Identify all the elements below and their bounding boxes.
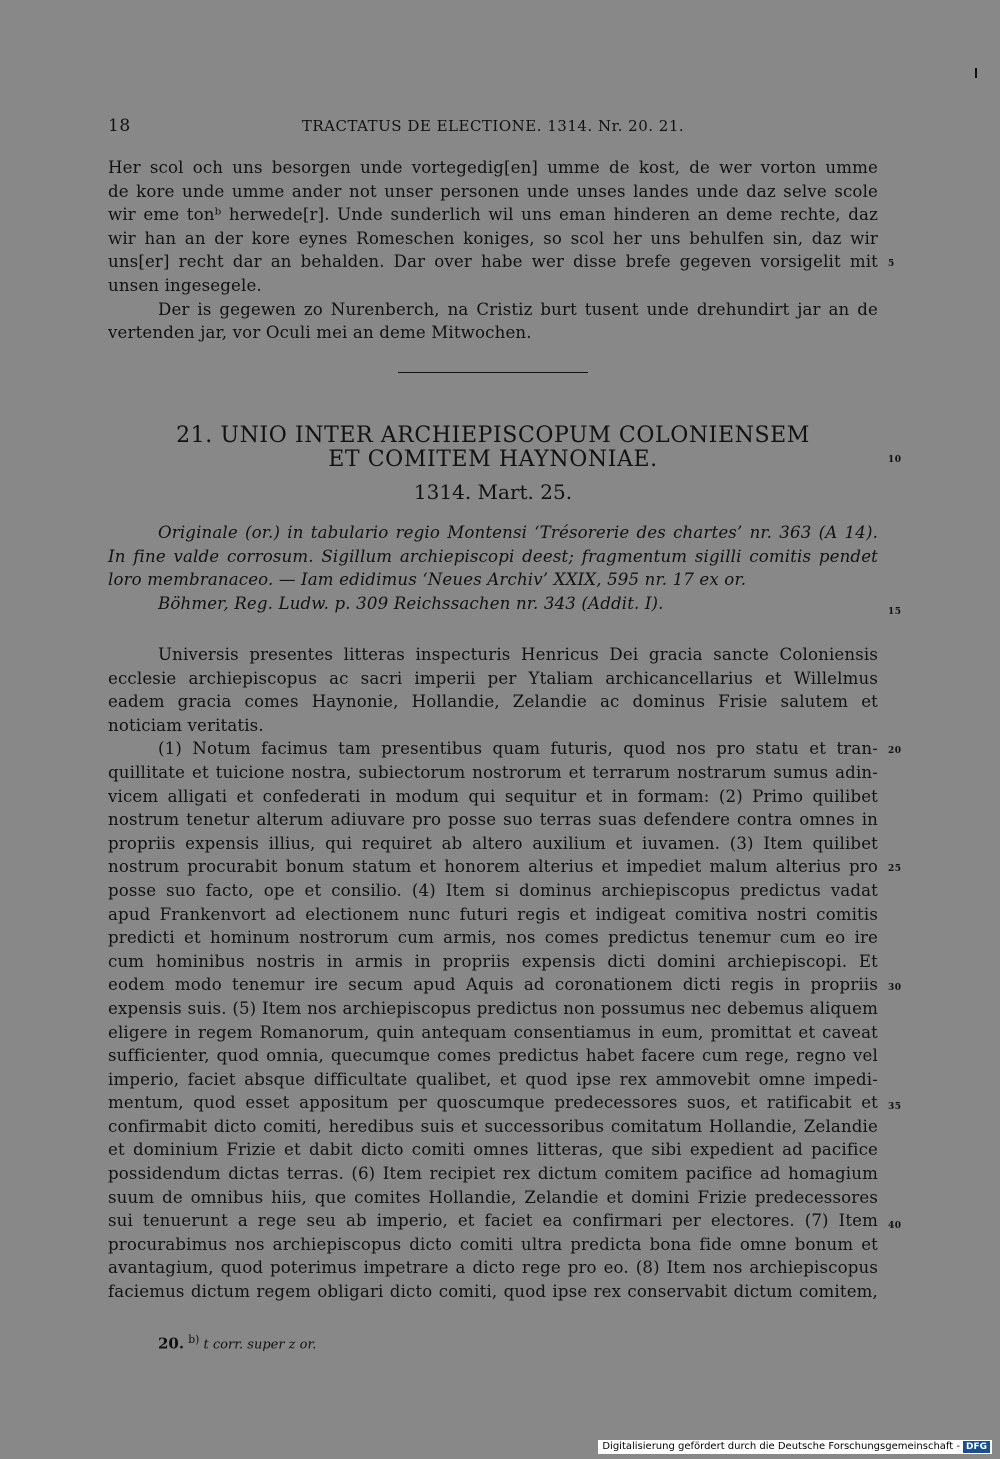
source-line: Böhmer, Reg. Ludw. p. 309 Reichssachen nr. 343 (Addit. I). — [158, 593, 664, 613]
footnote — [158, 1333, 316, 1352]
text-line: unsen ingesegele. — [108, 275, 262, 295]
doc20-text — [108, 156, 878, 345]
text-line: imperio, faciet absque difficultate qualibet, et quod ipse rex ammovebit omne impedi- — [108, 1069, 878, 1089]
footnote-doc-number: 20. — [158, 1334, 185, 1353]
digitization-credit — [598, 1440, 992, 1454]
line-number-30: 30 — [888, 983, 902, 993]
text-line: sui tenuerunt a rege seu ab imperio, et faciet ea confirmari per electores. (7) Item — [108, 1211, 878, 1231]
line-number-35: 35 — [888, 1102, 902, 1112]
line-number-5: 5 — [888, 259, 895, 269]
text-line: propriis expensis illius, qui requiret ab altero auxilium et iuvamen. (3) Item quilibet — [108, 833, 878, 853]
text-line: expensis suis. (5) Item nos archiepiscopus predictus non possumus nec debemus aliquem — [108, 998, 878, 1018]
document-date: 1314. Mart. 25. — [413, 480, 573, 504]
text-line: predicti et hominum nostrorum cum armis, nos comes predictus tenemur cum eo ire — [108, 928, 878, 948]
text-line: wir han an der kore eynes Romeschen koniges, so scol her uns behulfen sin, daz wir — [108, 228, 878, 248]
document-title-continued: ET COMITEM HAYNONIAE. — [328, 447, 658, 472]
source-line: In fine valde corrosum. Sigillum archiepiscopi deest; fragmentum sigilli comitis pendet — [108, 546, 878, 566]
line-number-20: 20 — [888, 746, 902, 756]
line-number-10: 10 — [888, 455, 902, 465]
source-description — [108, 521, 878, 615]
page-number: 18 — [108, 116, 131, 136]
text-line: uns[er] recht dar an behalden. Dar over habe wer disse brefe gegeven vorsigelit mit — [108, 252, 878, 272]
text-line: eadem gracia comes Haynonie, Hollandie, Zelandie ac dominus Frisie salutem et — [108, 692, 878, 712]
text-line: suum de omnibus hiis, que comites Hollandie, Zelandie et domini Frizie predecessores — [108, 1187, 878, 1207]
line-number-40: 40 — [888, 1221, 902, 1231]
text-line: confirmabit dicto comiti, heredibus suis et successoribus comitatum Hollandie, Zelandie — [108, 1116, 878, 1136]
footnote-marker: b) — [188, 1333, 200, 1346]
text-line: cum hominibus nostris in armis in propriis expensis dicti domini archiepiscopi. Et — [108, 951, 878, 971]
text-line: eodem modo tenemur ire secum apud Aquis ad coronationem dicti regis in propriis — [108, 975, 878, 995]
text-line: Der is gegewen zo Nurenberch, na Cristiz burt tusent unde drehundirt jar an de — [158, 299, 878, 319]
doc21-text — [108, 643, 878, 1304]
line-number-25: 25 — [888, 864, 902, 874]
text-line: et dominium Frizie et dabit dicto comiti omnes litteras, que sibi expedient ad pacifice — [108, 1140, 878, 1160]
text-line: quillitate et tuicione nostra, subiectorum nostrorum et terrarum nostrarum sumus adin- — [108, 762, 878, 782]
text-line: wir eme tonᵇ herwede[r]. Unde sunderlich wil uns eman hinderen an deme rechte, daz — [108, 205, 878, 225]
text-line: eligere in regem Romanorum, quin antequam consentiamus in eum, promittat et caveat — [108, 1022, 878, 1042]
line-number-15: 15 — [888, 607, 902, 617]
page-header — [108, 116, 878, 140]
text-line: posse suo facto, ope et consilio. (4) Item si dominus archiepiscopus predictus vadat — [108, 880, 878, 900]
text-line: apud Frankenvort ad electionem nunc futuri regis et indigeat comitiva nostri comitis — [108, 904, 878, 924]
document-title: 21. UNIO INTER ARCHIEPISCOPUM COLONIENSEM — [176, 423, 810, 448]
text-line: mentum, quod esset appositum per quoscumque predecessores suos, et ratificabit et — [108, 1093, 878, 1113]
source-line: Originale (or.) in tabulario regio Montensi ‘Trésorerie des chartes’ nr. 363 (A 14). — [158, 523, 878, 542]
text-line: avantagium, quod poterimus impetrare a dicto rege pro eo. (8) Item nos archiepiscopus — [108, 1258, 878, 1278]
running-title: TRACTATUS DE ELECTIONE. 1314. Nr. 20. 21. — [301, 117, 685, 135]
section-divider — [398, 372, 588, 373]
text-line: de kore unde umme ander not unser personen unde unses landes unde daz selve scole — [108, 181, 878, 201]
text-line: sufficienter, quod omnia, quecumque comes predictus habet facere cum rege, regno vel — [108, 1046, 878, 1066]
text-line: noticiam veritatis. — [108, 715, 264, 735]
footnote-text: t corr. super z or. — [203, 1337, 317, 1353]
text-line: Universis presentes litteras inspecturis Henricus Dei gracia sancte Coloniensis — [158, 645, 878, 664]
text-line: ecclesie archiepiscopus ac sacri imperii per Ytaliam archicancellarius et Willelmus — [108, 668, 878, 688]
text-line: nostrum procurabit bonum statum et honorem alterius et impediet malum alterius pro — [108, 857, 878, 877]
text-line: faciemus dictum regem obligari dicto comiti, quod ipse rex conservabit dictum comitem, — [108, 1282, 878, 1302]
text-line: Her scol och uns besorgen unde vortegedig[en] umme de kost, de wer vorton umme — [108, 158, 878, 177]
text-line: nostrum tenetur alterum adiuvare pro posse suo terras suas defendere contra omnes in — [108, 810, 878, 830]
scan-mark — [975, 68, 977, 78]
source-line: loro membranaceo. — Iam edidimus ‘Neues Archiv’ XXIX, 595 nr. 17 ex or. — [108, 570, 747, 590]
credit-text: Digitalisierung gefördert durch die Deutsche Forschungsgemeinschaft - — [602, 1441, 960, 1452]
text-line: procurabimus nos archiepiscopus dicto comiti ultra predicta bona fide omne bonum et — [108, 1234, 878, 1254]
text-line: vertenden jar, vor Oculi mei an deme Mitwochen. — [108, 323, 532, 343]
text-line: vicem alligati et confederati in modum qui sequitur et in formam: (2) Primo quilibet — [108, 786, 878, 806]
text-line: possidendum dictas terras. (6) Item recipiet rex dictum comitem pacifice ad homagium — [108, 1164, 878, 1184]
dfg-logo: DFG — [963, 1441, 990, 1453]
text-line: (1) Notum facimus tam presentibus quam futuris, quod nos pro statu et tran- — [158, 739, 878, 759]
